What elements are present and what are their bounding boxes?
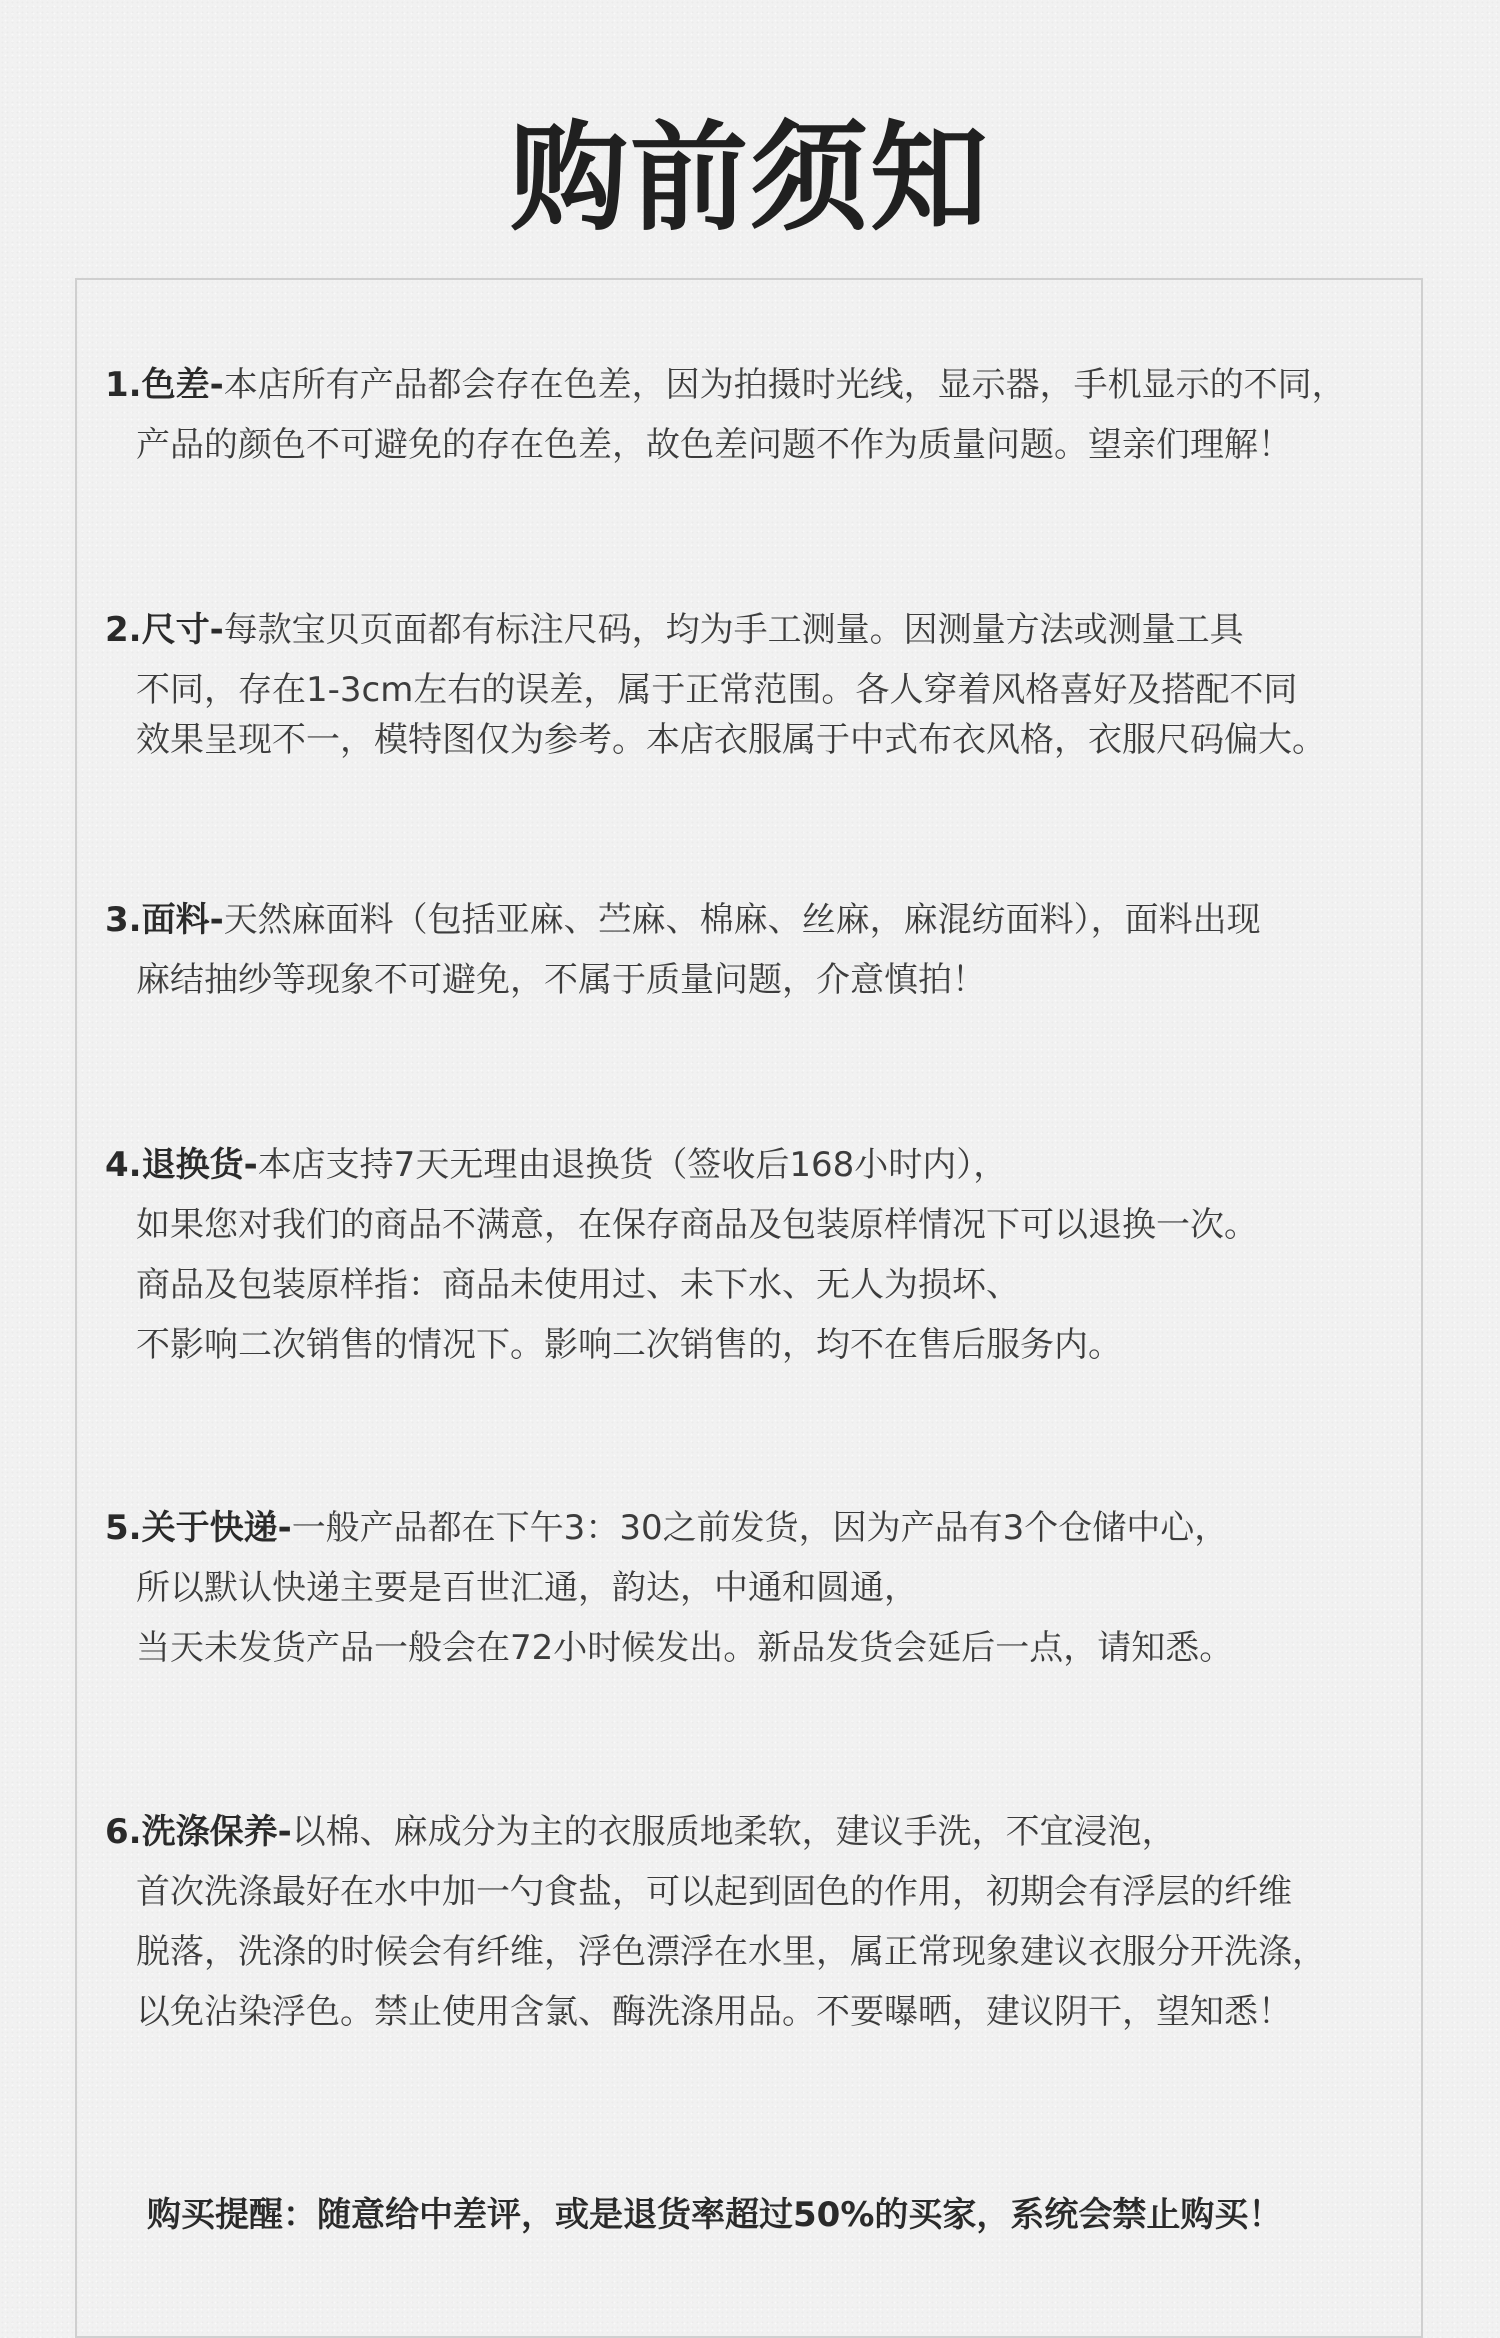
notice-box: [75, 278, 1423, 2338]
section-line: 以免沾染浮色。禁止使用含氯、酶洗涤用品。不要曝晒，建议阴干，望知悉！: [136, 1992, 1292, 2032]
section-line: 首次洗涤最好在水中加一勺食盐，可以起到固色的作用，初期会有浮层的纤维: [136, 1872, 1292, 1912]
section-text: 本店所有产品都会存在色差，因为拍摄时光线，显示器，手机显示的不同，: [223, 365, 1346, 405]
section-line: 当天未发货产品一般会在72小时候发出。新品发货会延后一点，请知悉。: [136, 1628, 1234, 1668]
section-line: 商品及包装原样指：商品未使用过、未下水、无人为损坏、: [136, 1265, 1020, 1305]
notice-size: [105, 600, 1415, 770]
section-line: 效果呈现不一，模特图仅为参考。本店衣服属于中式布衣风格，衣服尺码偏大。: [136, 720, 1326, 760]
section-first-line: [105, 890, 1415, 950]
section-first-line: [105, 1135, 1415, 1195]
notice-color-difference: [105, 355, 1415, 475]
purchase-reminder: 购买提醒：随意给中差评，或是退货率超过50%的买家，系统会禁止购买！: [147, 2195, 1283, 2235]
section-label: 2.尺寸-: [105, 610, 224, 650]
notice-returns: [105, 1135, 1415, 1375]
section-text: 每款宝贝页面都有标注尺码，均为手工测量。因测量方法或测量工具: [223, 610, 1244, 650]
section-label: 3.面料-: [105, 900, 224, 940]
section-label: 1.色差-: [105, 365, 224, 405]
section-line: 不同，存在1-3cm左右的误差，属于正常范围。各人穿着风格喜好及搭配不同: [136, 670, 1298, 710]
section-text: 一般产品都在下午3：30之前发货，因为产品有3个仓储中心，: [291, 1508, 1229, 1548]
notice-washing-care: [105, 1802, 1415, 2042]
section-first-line: [105, 1802, 1415, 1862]
section-first-line: [105, 355, 1415, 415]
notice-fabric: [105, 890, 1415, 1010]
section-text: 以棉、麻成分为主的衣服质地柔软，建议手洗，不宜浸泡，: [291, 1812, 1176, 1852]
section-first-line: [105, 600, 1415, 660]
section-line: 脱落，洗涤的时候会有纤维，浮色漂浮在水里，属正常现象建议衣服分开洗涤，: [136, 1932, 1326, 1972]
section-text: 天然麻面料（包括亚麻、苎麻、棉麻、丝麻，麻混纺面料），面料出现: [223, 900, 1261, 940]
section-line: 麻结抽纱等现象不可避免，不属于质量问题，介意慎拍！: [136, 960, 986, 1000]
section-line: 所以默认快递主要是百世汇通，韵达，中通和圆通，: [136, 1568, 918, 1608]
section-text: 本店支持7天无理由退换货（签收后168小时内），: [257, 1145, 1008, 1185]
page-title: 购前须知: [509, 109, 990, 247]
section-line: 产品的颜色不可避免的存在色差，故色差问题不作为质量问题。望亲们理解！: [136, 425, 1292, 465]
section-line: 不影响二次销售的情况下。影响二次销售的，均不在售后服务内。: [136, 1325, 1122, 1365]
section-label: 4.退换货-: [105, 1145, 258, 1185]
notice-shipping: [105, 1498, 1415, 1678]
section-label: 5.关于快递-: [105, 1508, 292, 1548]
section-label: 6.洗涤保养-: [105, 1812, 292, 1852]
section-first-line: [105, 1498, 1415, 1558]
section-line: 如果您对我们的商品不满意，在保存商品及包装原样情况下可以退换一次。: [136, 1205, 1258, 1245]
